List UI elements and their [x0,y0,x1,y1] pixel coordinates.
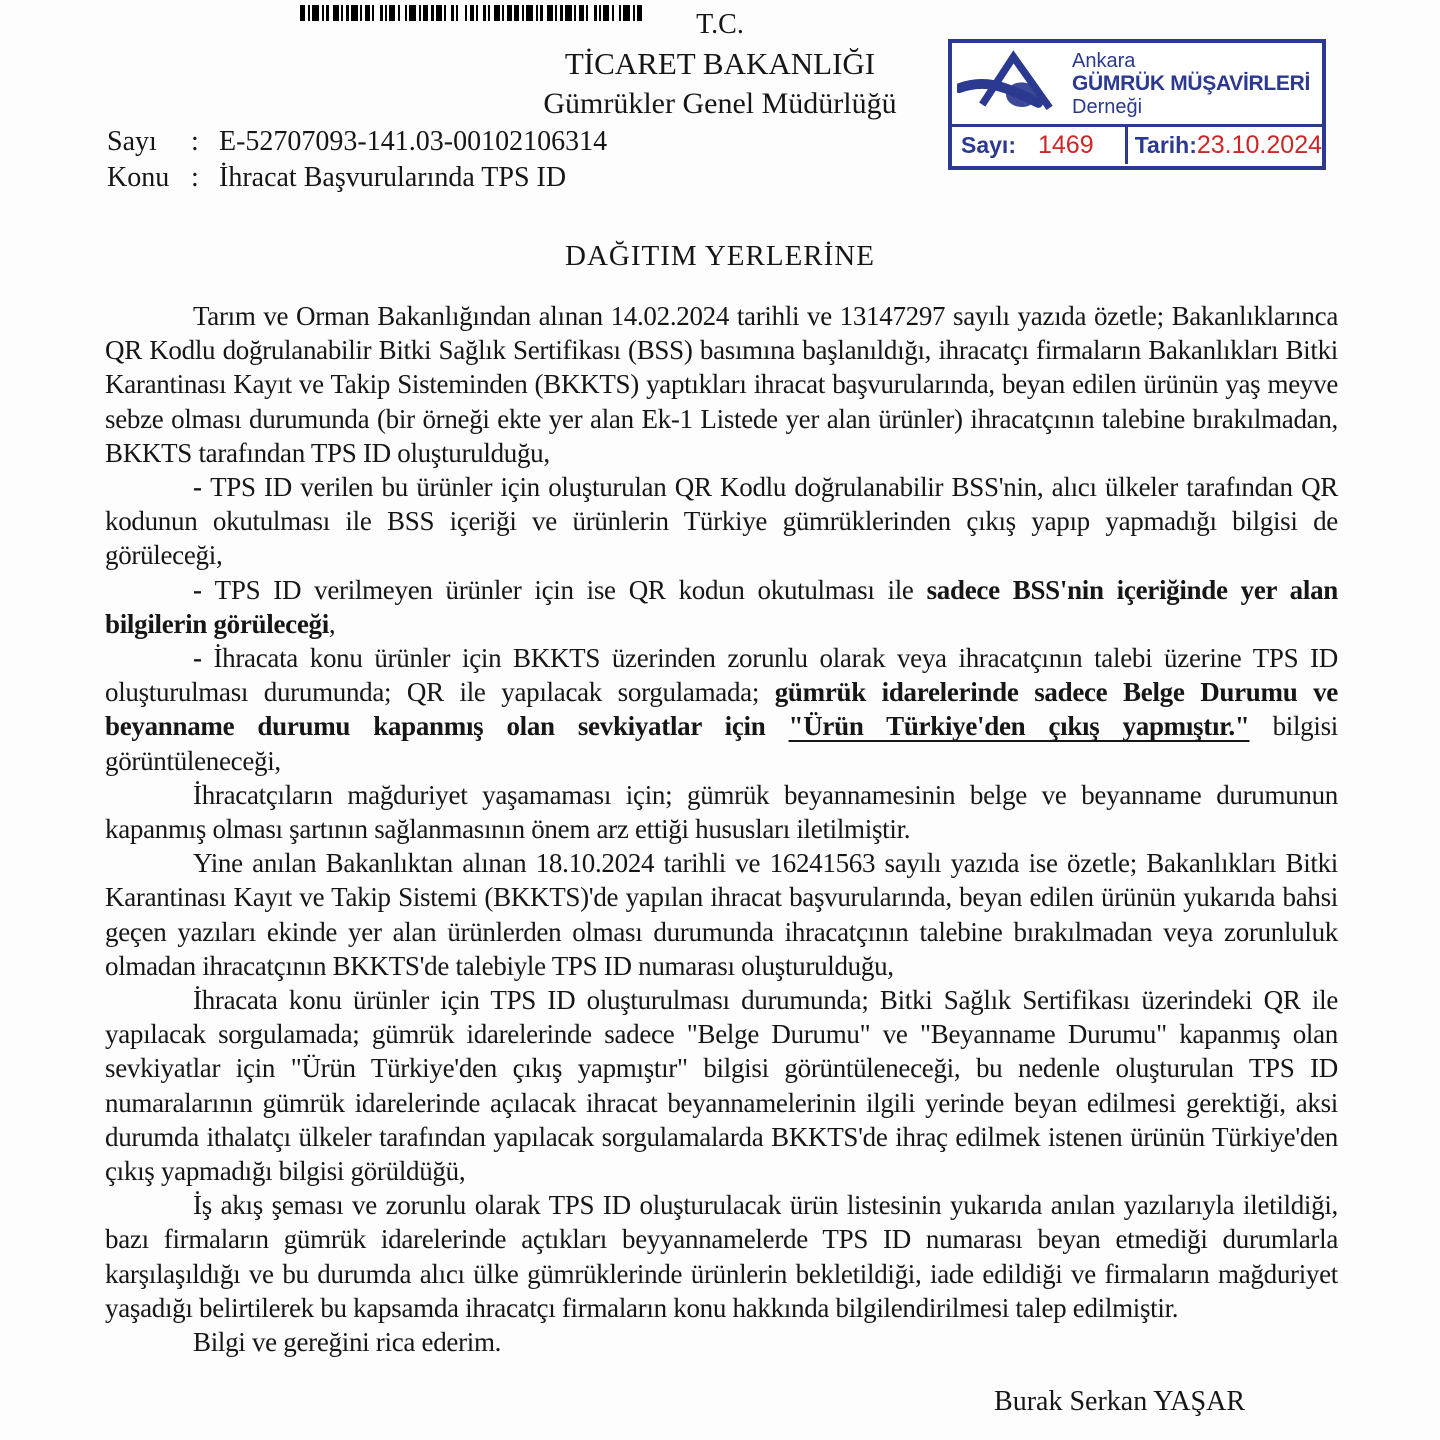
konu-row [107,160,607,196]
bold-text: - [193,574,215,605]
association-stamp [948,39,1326,170]
stamp-org-name: GÜMRÜK MÜŞAVİRLERİ [1072,72,1311,95]
letterhead-directorate: Gümrükler Genel Müdürlüğü [543,87,897,120]
body-text: Yine anılan Bakanlıktan alınan 18.10.2024 tarihli ve 16241563 sayılı yazıda ise özetle; Bakanlıkları Bitki Karantinası Kayıt ve Takip Sistemi (BKKTS)'de yapılan ihracat başvurularında, beyan edilen ürünün yukarıda bahsi geçen yazıları ekinde yer alan ürünlerden olması durumunda ihracatçının talebine bırakılmadan veya zorunluluk olmadan ihracatçının BKKTS'de talebiyle TPS ID numarası oluşturulduğu, [105,848,1338,981]
stamp-org-suffix: Derneği [1072,96,1143,118]
body-text: Tarım ve Orman Bakanlığından alınan 14.02.2024 tarihli ve 13147297 sayılı yazıda özetle; Bakanlıklarınca QR Kodlu doğrulanabilir Bitki Sağlık Sertifikası (BSS) basımına başlanıldığı, ihracatçı firmaların Bakanlıkları Bitki Karantinası Kayıt ve Takip Sisteminden (BKKTS) yaptıkları ihracat başvurularında, beyan edilen ürünün yaş meyve sebze olması durumunda (bir örneği ekte yer alan Ek-1 Listede yer alan ürünler) ihracatçının talebine bırakılmadan, BKKTS tarafından TPS ID oluşturulduğu, [105,301,1338,468]
bold-text: - [193,472,211,503]
body-paragraph [105,778,1338,846]
body-text: İhracatçıların mağduriyet yaşamaması için; gümrük beyannamesinin belge ve beyanname durumunun kapanmış olması şartının sağlanmasının önem arz ettiği hususları iletilmiştir. [105,779,1338,845]
stamp-sayi-value: 1469 [1037,131,1094,159]
body-paragraph [105,641,1338,778]
body-paragraph [105,299,1338,470]
body-text: İhracata konu ürünler için BKKTS üzerinden zorunlu olarak veya ihracatçının talebi üzerine TPS ID oluşturulması durumunda; QR ile yapılacak sorgulamada; [105,643,1338,708]
body-paragraph [105,573,1338,641]
stamp-sayi-label: Sayı: [961,132,1016,158]
bold-text: gümrük idarelerinde sadece Belge Durumu ve beyanname durumu kapanmış olan sevkiyatlar için [105,677,1338,742]
signatory-name: Burak Serkan YAŞAR [994,1386,1245,1417]
body-text: İş akış şeması ve zorunlu olarak TPS ID oluşturulacak ürün listesinin yukarıda anılan yazılarıyla iletildiği, bazı firmaların gümrük idarelerinde açtıkları beyyannamelerde TPS ID numarası beyan etmediği durumlarla karşılaşıldığı ve bu durumda alıcı ülke gümrüklerinde ürünlerin bekletildiği, iade edildiği ve firmaların mağduriyet yaşadığı belirtilerek bu kapsamda ihracatçı firmaların konu hakkında bilgilendirilmesi talep edilmiştir. [105,1190,1338,1323]
letterhead-ministry: TİCARET BAKANLIĞI [564,46,876,81]
konu-value: İhracat Başvurularında TPS ID [219,162,567,193]
stamp-tarih-cell [1128,127,1322,164]
recipient-line: DAĞITIM YERLERİNE [565,240,875,272]
sayi-row [107,124,607,160]
konu-separator: : [191,162,199,193]
body-text: , [328,608,336,639]
bold-text: - [193,643,214,674]
sayi-separator: : [191,126,199,157]
body-paragraph [105,1325,1338,1359]
body-text: İhracata konu ürünler için TPS ID oluşturulması durumunda; Bitki Sağlık Sertifikası üzerindeki QR ile yapılacak sorgulamada; gümrük idarelerinde sadece "Belge Durumu" ve "Beyanname Durumu" kapanmış olan sevkiyatlar için "Ürün Türkiye'den çıkış yapmıştır" bilgisi görüntüleneceği, bu nedenle oluşturulan TPS ID numaralarının gümrük idarelerinde açılacak ihracat beyannamelerinin ilgili yerinde beyan edilmesi gerektiği, aksi durumda ithalatçı ülkeler tarafından yapılacak sorgulamalarda BKKTS'de ihraç edilmek istenen ürünün Türkiye'den çıkış yapmadığı bilgisi görüldüğü, [105,985,1338,1187]
sayi-label: Sayı [107,126,157,157]
bold-text: sadece BSS'nin içeriğinde yer alan bilgilerin görüleceği [105,574,1338,639]
body-text: bilgisi görüntüleneceği, [105,711,1338,776]
stamp-tarih-label: Tarih: [1134,132,1197,158]
mountain-swoosh-logo-icon [952,43,1070,124]
body-text: TPS ID verilmeyen ürünler için ise QR kodun okutulması ile [214,574,927,605]
body-text: Bilgi ve gereğini rica ederim. [193,1327,502,1358]
stamp-header [952,43,1322,127]
letterhead-tc: T.C. [696,9,744,40]
body-text: TPS ID verilen bu ürünler için oluşturulan QR Kodlu doğrulanabilir BSS'nin, alıcı ülkeler tarafından QR kodunun okutulması ile BSS içeriği ve ürünlerin Türkiye gümrüklerinden çıkış yapıp yapmadığı bilgisi de görüleceği, [105,472,1338,571]
stamp-footer [952,127,1322,164]
body-paragraph [105,1188,1338,1325]
stamp-sayi-cell [952,127,1128,164]
stamp-organization [1070,43,1322,124]
stamp-tarih-value: 23.10.2024 [1196,131,1322,159]
stamp-org-city: Ankara [1072,50,1136,72]
body-paragraph [105,470,1338,573]
konu-label: Konu [107,162,170,193]
letter-body [105,299,1338,1359]
document-meta [107,124,607,196]
underlined-bold-text: "Ürün Türkiye'den çıkış yapmıştır." [788,711,1250,742]
body-paragraph [105,846,1338,983]
body-paragraph [105,983,1338,1188]
sayi-value: E-52707093-141.03-00102106314 [219,126,608,157]
